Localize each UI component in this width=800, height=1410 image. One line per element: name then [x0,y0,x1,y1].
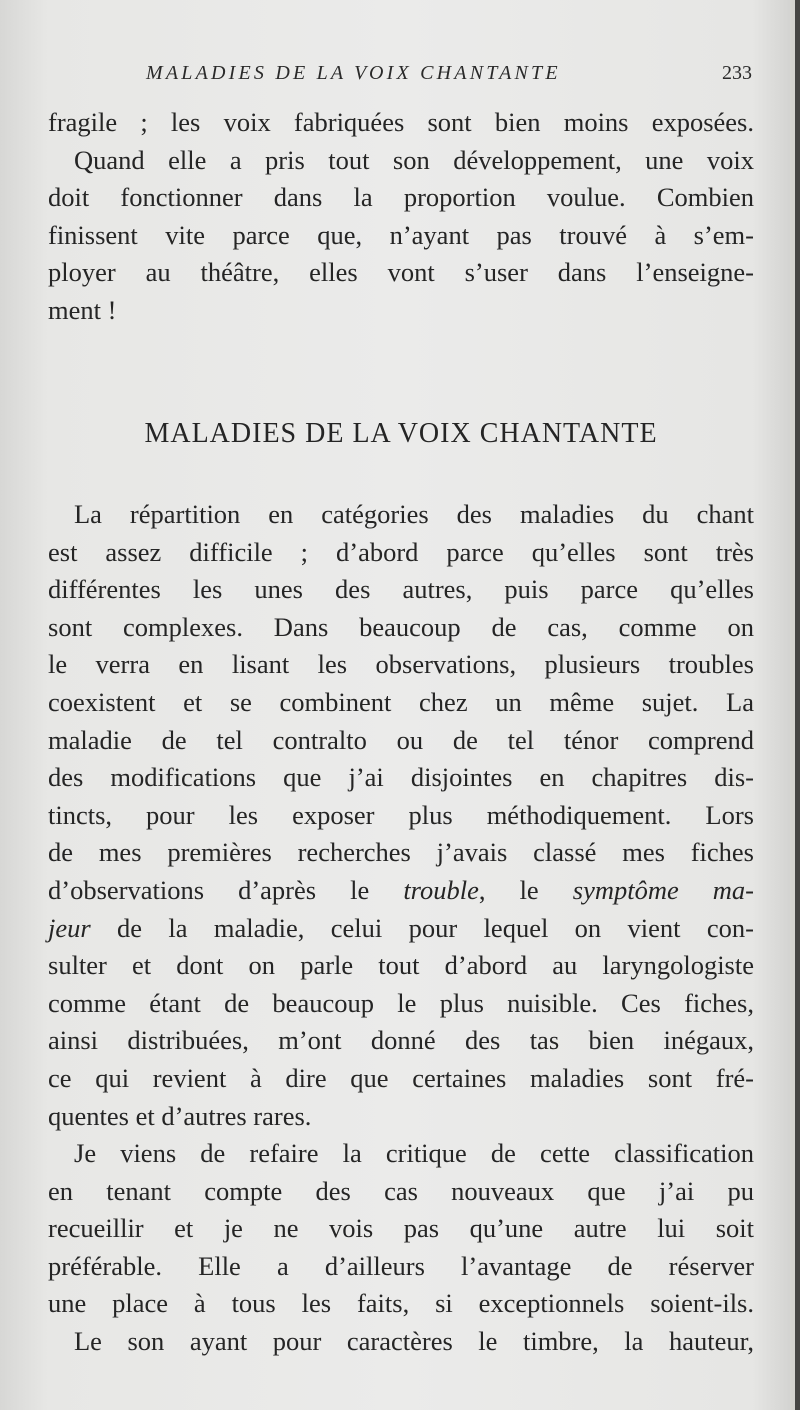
text-line: ainsi distribuées, m’ont donné des tas bien inégaux, [48,1025,754,1056]
text-line: ment ! [48,294,117,325]
text-fragment: de la maladie, celui pour lequel on vient con- [90,912,754,943]
text-line: Le son ayant pour caractères le timbre, la hauteur, [74,1326,754,1357]
text-line: préférable. Elle a d’ailleurs l’avantage de réserver [48,1250,754,1281]
text-fragment: , le [478,874,539,905]
text-line: des modifications que j’ai disjointes en chapitres dis- [48,762,754,793]
text-line: doit fonctionner dans la proportion voulue. Combien [48,182,754,213]
text-line: comme étant de beaucoup le plus nuisible. Ces fiches, [48,987,754,1018]
text-line: sont complexes. Dans beaucoup de cas, comme on [48,611,754,642]
italic-term: jeur [48,912,91,943]
text-line: finissent vite parce que, n’ayant pas trouvé à s’em- [48,219,754,250]
text-line: coexistent et se combinent chez un même sujet. La [48,686,754,717]
text-line: recueillir et je ne vois pas qu’une autre lui soit [48,1213,754,1244]
text-line: fragile ; les voix fabriquées sont bien moins exposées. [48,107,754,137]
text-line: Je viens de refaire la critique de cette classification [74,1138,754,1169]
text-line: de mes premières recherches j’avais classé mes fiches [48,837,754,868]
text-line: sulter et dont on parle tout d’abord au laryngologiste [48,950,754,981]
text-line: ce qui revient à dire que certaines maladies sont fré- [48,1062,754,1093]
text-line: ployer au théâtre, elles vont s’user dans l’enseigne- [48,257,754,288]
top-paragraphs [48,104,754,330]
running-title: MALADIES DE LA VOIX CHANTANTE [146,62,561,84]
running-head [48,62,754,92]
text-line: La répartition en catégories des maladies du chant [74,499,754,529]
section-heading: MALADIES DE LA VOIX CHANTANTE [144,418,658,449]
italic-term: symptôme ma- [572,874,755,905]
body-text [48,496,754,1361]
page-number: 233 [722,62,752,84]
text-line-with-italics [48,910,754,948]
text-line-with-italics [48,872,754,910]
text-line: une place à tous les faits, si exceptionnels soient-ils. [48,1288,754,1319]
text-fragment: d’observations d’après le [48,874,370,905]
italic-term: trouble [403,874,479,905]
text-line: est assez difficile ; d’abord parce qu’elles sont très [48,536,754,567]
text-line: maladie de tel contralto ou de tel ténor comprend [48,724,754,755]
text-line: le verra en lisant les observations, plusieurs troubles [48,649,754,680]
text-line: en tenant compte des cas nouveaux que j’ai pu [48,1175,754,1206]
text-line: quentes et d’autres rares. [48,1100,312,1131]
text-line: différentes les unes des autres, puis parce qu’elles [48,574,754,605]
text-line: Quand elle a pris tout son développement, une voix [74,144,754,175]
text-line: tincts, pour les exposer plus méthodiquement. Lors [48,799,754,830]
